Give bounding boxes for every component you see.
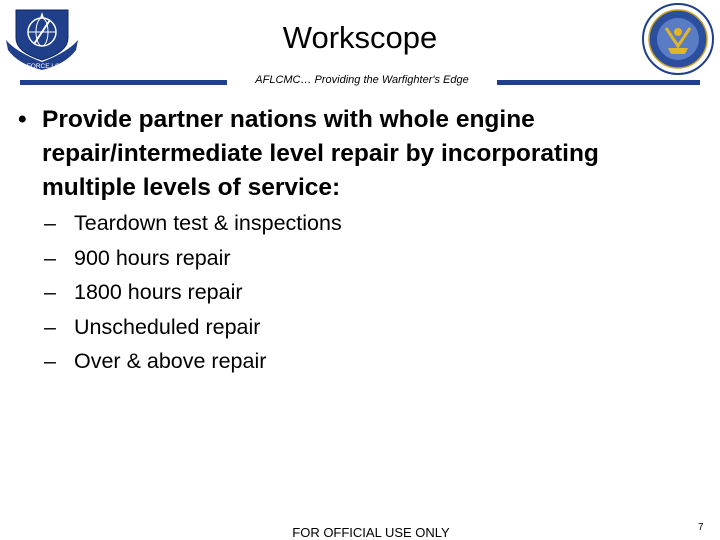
dash-icon: – [44, 280, 56, 304]
classification-footer: FOR OFFICIAL USE ONLY [292, 525, 450, 540]
dash-icon: – [44, 245, 56, 270]
main-bullet [18, 103, 698, 205]
sub-bullet-text: 1800 hours repair [74, 280, 243, 304]
sub-bullet-text: Teardown test & inspections [74, 211, 342, 235]
dash-icon: – [44, 349, 56, 373]
main-bullet-text: Provide partner nations with whole engine repair/intermediate level repair by incorporating multiple levels of service: [42, 106, 599, 201]
sub-bullet [44, 275, 342, 310]
sub-bullet-text: Over & above repair [74, 349, 267, 373]
sub-bullet [44, 344, 342, 379]
sub-bullet [44, 206, 342, 241]
slide-title: Workscope [282, 20, 438, 55]
header-rule-left [20, 80, 227, 85]
sub-bullet-text: 900 hours repair [74, 245, 231, 270]
bullet-dot-icon: • [18, 106, 27, 133]
logo-left-text: AIR FORCE LCMC [14, 63, 70, 70]
page-number: 7 [698, 522, 704, 533]
sub-bullet-list [44, 206, 342, 379]
sub-bullet [44, 241, 342, 276]
sub-bullet [44, 310, 342, 345]
header-rule-right [497, 80, 700, 85]
sub-bullet-text: Unscheduled repair [74, 314, 261, 339]
dash-icon: – [44, 211, 56, 235]
dash-icon: – [44, 314, 56, 339]
tagline: AFLCMC… Providing the Warfighter's Edge [255, 74, 469, 86]
